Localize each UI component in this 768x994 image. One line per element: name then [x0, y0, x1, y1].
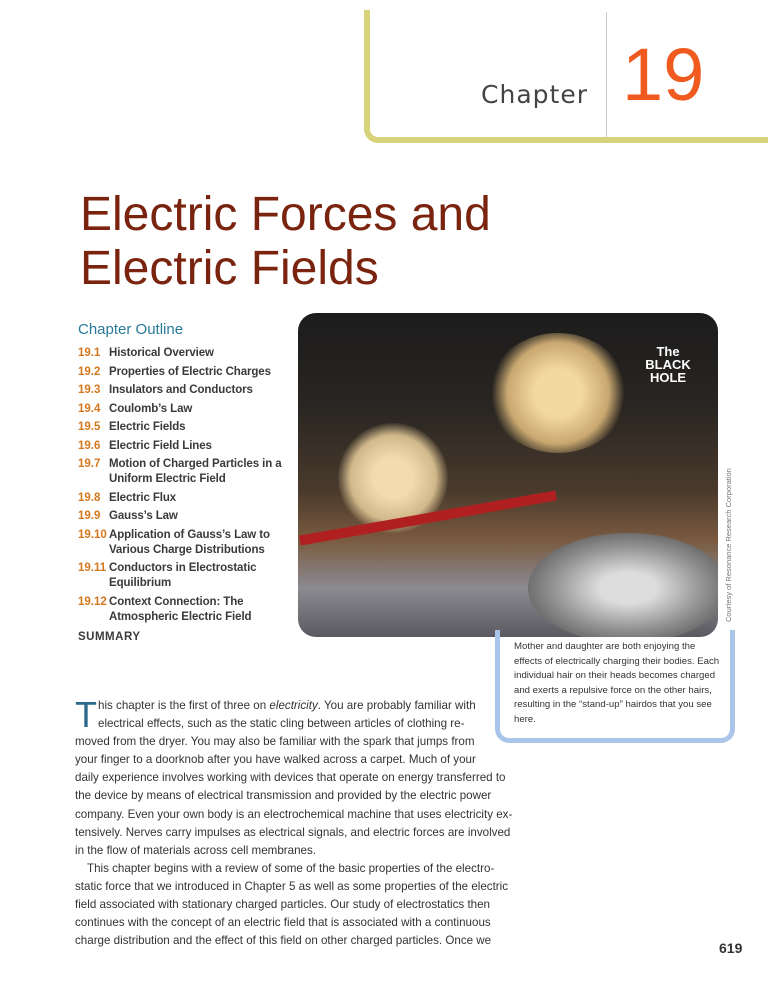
outline-item[interactable] — [78, 595, 296, 625]
chapter-frame — [364, 10, 768, 143]
outline-item[interactable] — [78, 402, 296, 417]
body-line: field associated with stationary charged particles. Our study of electrostatics then — [75, 898, 491, 912]
text: . You are probably familiar with — [317, 699, 476, 712]
chapter-number: 19 — [622, 33, 705, 116]
text: his chapter is the first of three on — [98, 699, 270, 712]
section-number: 19.11 — [78, 562, 107, 574]
outline-item[interactable] — [78, 365, 296, 380]
section-title: Gauss’s Law — [109, 510, 178, 522]
outline-item[interactable] — [78, 383, 296, 398]
body-line: daily experience involves working with devices that operate on energy transferred to — [75, 771, 506, 785]
section-number: 19.7 — [78, 458, 101, 470]
body-text — [75, 694, 513, 950]
section-number: 19.1 — [78, 347, 101, 359]
section-number: 19.12 — [78, 595, 107, 608]
divider — [606, 12, 607, 138]
body-line: tensively. Nerves carry impulses as electrical signals, and electric forces are involved — [75, 825, 511, 839]
section-number: 19.5 — [78, 421, 101, 433]
section-number: 19.9 — [78, 510, 101, 522]
outline-heading: Chapter Outline — [78, 321, 184, 338]
mother-hair — [488, 333, 628, 453]
outline-item[interactable] — [78, 528, 296, 558]
section-title: Motion of Charged Particles in a Uniform Electric Field — [109, 458, 282, 485]
photo-credit: Courtesy of Resonance Research Corporation — [724, 468, 733, 622]
section-number: 19.2 — [78, 365, 101, 378]
section-number: 19.3 — [78, 384, 101, 396]
section-number: 19.6 — [78, 439, 101, 452]
body-line: company. Even your own body is an electrochemical machine that uses electricity ex- — [75, 807, 513, 821]
body-line: charge distribution and the effect of this field on other charged particles. Once we — [75, 934, 492, 948]
outline-item[interactable] — [78, 457, 296, 487]
section-title: Application of Gauss’s Law to Various Charge Distributions — [109, 528, 270, 556]
section-title: Electric Flux — [109, 491, 177, 504]
emphasis: electricity — [269, 699, 318, 712]
section-title: Conductors in Electrostatic Equilibrium — [109, 562, 257, 589]
chapter-outline — [78, 346, 296, 645]
chapter-photo — [298, 313, 718, 637]
title-line: Electric Forces and — [80, 188, 491, 241]
section-title: Electric Fields — [109, 421, 186, 433]
body-line: continues with the concept of an electric field that is associated with a continuous — [75, 916, 491, 930]
body-line: the device by means of electrical transmission and provided by the electric power — [75, 789, 492, 803]
body-line — [75, 697, 495, 715]
body-line: your finger to a doorknob after you have walked across a carpet. Much of your — [75, 753, 476, 767]
title-line: Electric Fields — [80, 242, 379, 295]
outline-item[interactable] — [78, 491, 296, 506]
section-title: Properties of Electric Charges — [109, 365, 271, 378]
section-title: Historical Overview — [109, 347, 214, 359]
chapter-label: Chapter — [481, 80, 588, 109]
outline-item[interactable] — [78, 439, 296, 454]
body-line: in the flow of materials across cell membranes. — [75, 843, 316, 857]
chapter-title — [80, 188, 491, 296]
outline-item[interactable] — [78, 509, 296, 524]
generator-drum — [528, 533, 718, 637]
photo-sign: The BLACK HOLE — [645, 344, 691, 385]
photo-caption: Mother and daughter are both enjoying the effects of electrically charging their bodies. Each individual hair on their heads becomes charged and exerts a repulsive force on the other hairs, resulting in the “stand-up” hairdos that you see here. — [495, 630, 735, 743]
section-title: Electric Field Lines — [109, 439, 212, 452]
outline-item[interactable] — [78, 561, 296, 591]
section-title: Insulators and Conductors — [109, 384, 253, 396]
section-title: Context Connection: The Atmospheric Electric Field — [109, 595, 252, 623]
section-number: 19.4 — [78, 402, 101, 415]
body-line: electrical effects, such as the static cling between articles of clothing re- — [98, 717, 465, 731]
outline-item[interactable] — [78, 346, 296, 361]
body-rest — [75, 733, 513, 950]
page-number: 619 — [719, 940, 743, 956]
body-line: This chapter begins with a review of some of the basic properties of the electro- — [87, 861, 495, 875]
outline-item[interactable] — [78, 420, 296, 435]
body-line: static force that we introduced in Chapter 5 as well as some properties of the electric — [75, 879, 509, 893]
body-line: moved from the dryer. You may also be familiar with the spark that jumps from — [75, 735, 475, 749]
drop-cap: T — [75, 694, 97, 735]
section-title: Coulomb’s Law — [109, 402, 193, 415]
summary-link[interactable]: SUMMARY — [78, 631, 141, 643]
section-number: 19.8 — [78, 491, 101, 504]
section-number: 19.10 — [78, 528, 107, 541]
